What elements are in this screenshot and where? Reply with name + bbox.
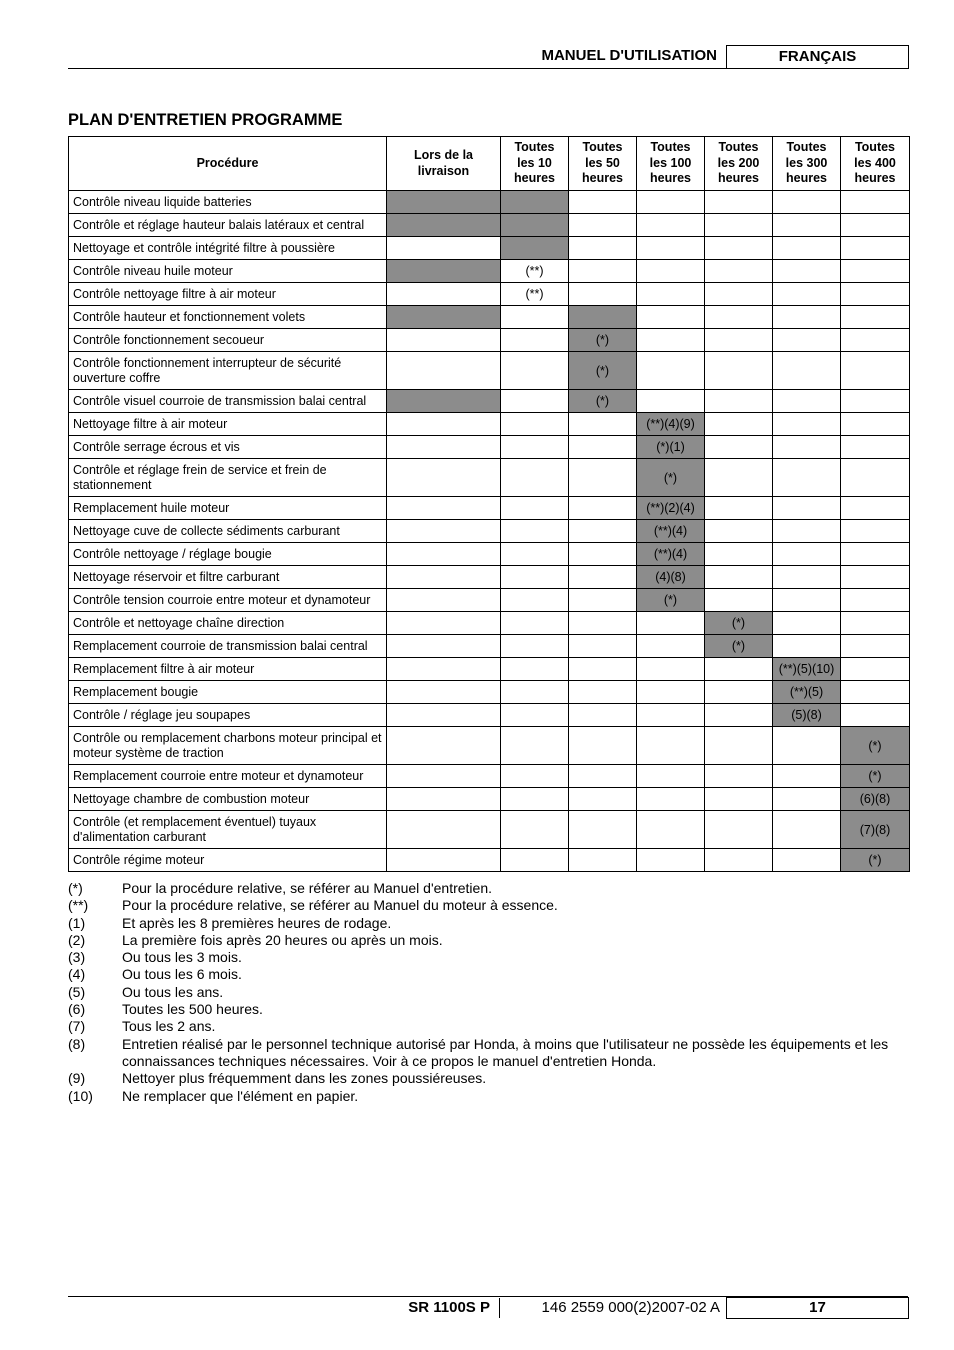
interval-cell	[501, 727, 569, 765]
interval-cell	[501, 704, 569, 727]
header-rule	[68, 68, 908, 69]
interval-cell	[387, 765, 501, 788]
interval-cell	[569, 520, 637, 543]
table-row	[69, 765, 910, 788]
interval-cell	[387, 283, 501, 306]
interval-cell: (**)(5)	[773, 681, 841, 704]
interval-cell: (6)(8)	[841, 788, 910, 811]
interval-cell	[773, 459, 841, 497]
procedure-cell: Contrôle et réglage frein de service et frein de stationnement	[69, 459, 387, 497]
interval-cell	[387, 436, 501, 459]
interval-cell	[637, 283, 705, 306]
procedure-cell: Contrôle visuel courroie de transmission balai central	[69, 390, 387, 413]
footer-separator	[499, 1298, 500, 1318]
table-row	[69, 459, 910, 497]
interval-cell	[501, 329, 569, 352]
interval-cell	[501, 306, 569, 329]
interval-cell	[705, 849, 773, 872]
interval-cell	[705, 260, 773, 283]
interval-cell	[501, 765, 569, 788]
procedure-cell: Contrôle fonctionnement interrupteur de sécurité ouverture coffre	[69, 352, 387, 390]
interval-cell	[387, 566, 501, 589]
interval-cell: (*)	[637, 589, 705, 612]
interval-cell	[841, 283, 910, 306]
procedure-cell: Contrôle fonctionnement secoueur	[69, 329, 387, 352]
footnote-key: (3)	[68, 949, 86, 966]
interval-cell: (*)	[841, 849, 910, 872]
interval-cell	[387, 849, 501, 872]
procedure-cell: Contrôle régime moteur	[69, 849, 387, 872]
footnote-text: Ou tous les 6 mois.	[122, 966, 242, 983]
footnote-key: (1)	[68, 914, 86, 931]
interval-cell	[569, 283, 637, 306]
footer-document-code: 146 2559 000(2)2007-02 A	[541, 1299, 720, 1316]
footnote-text: Et après les 8 premières heures de rodage.	[122, 914, 392, 931]
interval-cell	[841, 543, 910, 566]
interval-cell	[569, 436, 637, 459]
interval-cell	[569, 681, 637, 704]
table-row	[69, 283, 910, 306]
table-row	[69, 566, 910, 589]
interval-cell	[773, 237, 841, 260]
interval-cell	[841, 214, 910, 237]
interval-cell	[705, 589, 773, 612]
interval-cell	[637, 237, 705, 260]
interval-cell	[841, 658, 910, 681]
page-number: 17	[726, 1297, 909, 1319]
interval-cell	[501, 811, 569, 849]
procedure-cell: Contrôle hauteur et fonctionnement volets	[69, 306, 387, 329]
interval-cell	[773, 612, 841, 635]
interval-cell	[705, 543, 773, 566]
interval-cell	[773, 390, 841, 413]
interval-cell	[773, 413, 841, 436]
column-header-interval-3: Toutes les 50 heures	[569, 137, 637, 191]
interval-cell: (**)(4)(9)	[637, 413, 705, 436]
interval-cell	[773, 520, 841, 543]
table-row	[69, 681, 910, 704]
interval-cell	[569, 727, 637, 765]
interval-cell: (**)(5)(10)	[773, 658, 841, 681]
interval-cell	[841, 612, 910, 635]
column-header-interval-7: Toutes les 400 heures	[841, 137, 910, 191]
table-row	[69, 849, 910, 872]
interval-cell: (*)	[705, 635, 773, 658]
footnote-item	[68, 932, 908, 949]
footnotes	[68, 880, 908, 1105]
footnote-key: (9)	[68, 1070, 86, 1087]
procedure-cell: Contrôle et réglage hauteur balais latéraux et central	[69, 214, 387, 237]
procedure-cell: Remplacement filtre à air moteur	[69, 658, 387, 681]
interval-cell	[569, 413, 637, 436]
interval-cell	[841, 589, 910, 612]
interval-cell	[637, 765, 705, 788]
interval-cell	[705, 520, 773, 543]
procedure-cell: Contrôle niveau liquide batteries	[69, 191, 387, 214]
table-row	[69, 811, 910, 849]
interval-cell	[501, 612, 569, 635]
interval-cell	[501, 390, 569, 413]
interval-cell	[569, 459, 637, 497]
interval-cell	[569, 566, 637, 589]
interval-cell	[569, 765, 637, 788]
interval-cell	[387, 811, 501, 849]
interval-cell	[569, 237, 637, 260]
interval-cell	[387, 260, 501, 283]
interval-cell	[705, 352, 773, 390]
interval-cell	[387, 390, 501, 413]
interval-cell: (*)	[569, 390, 637, 413]
procedure-cell: Nettoyage réservoir et filtre carburant	[69, 566, 387, 589]
interval-cell	[705, 306, 773, 329]
interval-cell	[705, 214, 773, 237]
footnote-key: (2)	[68, 931, 86, 948]
interval-cell	[501, 352, 569, 390]
procedure-cell: Remplacement huile moteur	[69, 497, 387, 520]
table-row	[69, 612, 910, 635]
interval-cell	[773, 635, 841, 658]
procedure-cell: Contrôle et nettoyage chaîne direction	[69, 612, 387, 635]
column-header-interval-6: Toutes les 300 heures	[773, 137, 841, 191]
interval-cell	[773, 811, 841, 849]
table-row	[69, 214, 910, 237]
procedure-cell: Remplacement bougie	[69, 681, 387, 704]
manual-title: MANUEL D'UTILISATION	[541, 47, 717, 64]
footnote-item	[68, 984, 908, 1001]
table-row	[69, 589, 910, 612]
procedure-cell: Nettoyage et contrôle intégrité filtre à poussière	[69, 237, 387, 260]
footnote-text: Ou tous les ans.	[122, 983, 224, 1000]
interval-cell	[841, 306, 910, 329]
interval-cell	[501, 788, 569, 811]
footnote-key: (**)	[68, 897, 89, 914]
interval-cell	[501, 191, 569, 214]
column-header-interval-1: Lors de la livraison	[387, 137, 501, 191]
footnote-text: Nettoyer plus fréquemment dans les zones poussiéreuses.	[122, 1070, 487, 1087]
interval-cell	[387, 413, 501, 436]
table-header-row	[69, 137, 910, 191]
interval-cell	[705, 283, 773, 306]
interval-cell	[501, 436, 569, 459]
interval-cell	[705, 329, 773, 352]
interval-cell	[773, 497, 841, 520]
procedure-cell: Remplacement courroie de transmission balai central	[69, 635, 387, 658]
interval-cell	[705, 436, 773, 459]
interval-cell	[387, 681, 501, 704]
interval-cell	[387, 459, 501, 497]
interval-cell	[637, 260, 705, 283]
interval-cell: (*)	[569, 329, 637, 352]
procedure-cell: Contrôle / réglage jeu soupapes	[69, 704, 387, 727]
interval-cell	[637, 849, 705, 872]
section-title: PLAN D'ENTRETIEN PROGRAMME	[68, 111, 343, 129]
interval-cell	[387, 612, 501, 635]
footnote-item	[68, 1036, 908, 1071]
interval-cell: (*)	[705, 612, 773, 635]
table-row	[69, 260, 910, 283]
interval-cell	[841, 191, 910, 214]
interval-cell: (**)(2)(4)	[637, 497, 705, 520]
footnote-text: Entretien réalisé par le personnel technique autorisé par Honda, à moins que l'utilisateur ne possède les équipements et les connaissances techniques nécessaires. Voir à ce propos le manuel d'entretien Honda.	[122, 1035, 889, 1069]
interval-cell	[387, 543, 501, 566]
procedure-cell: Contrôle serrage écrous et vis	[69, 436, 387, 459]
interval-cell	[569, 214, 637, 237]
procedure-cell: Contrôle niveau huile moteur	[69, 260, 387, 283]
footnote-key: (*)	[68, 880, 83, 896]
interval-cell: (*)	[841, 727, 910, 765]
table-row	[69, 329, 910, 352]
interval-cell	[387, 306, 501, 329]
maintenance-schedule-table	[68, 136, 910, 872]
interval-cell	[501, 681, 569, 704]
interval-cell	[569, 589, 637, 612]
interval-cell	[841, 413, 910, 436]
footnote-item	[68, 1001, 908, 1018]
interval-cell	[387, 589, 501, 612]
interval-cell	[773, 283, 841, 306]
interval-cell	[637, 635, 705, 658]
interval-cell	[705, 658, 773, 681]
table-row	[69, 658, 910, 681]
procedure-cell: Remplacement courroie entre moteur et dynamoteur	[69, 765, 387, 788]
interval-cell	[637, 704, 705, 727]
interval-cell	[773, 589, 841, 612]
footnote-text: Toutes les 500 heures.	[122, 1001, 263, 1018]
footnote-text: La première fois après 20 heures ou après un mois.	[122, 931, 443, 948]
interval-cell	[637, 727, 705, 765]
interval-cell	[841, 635, 910, 658]
footnote-key: (10)	[68, 1087, 93, 1104]
interval-cell: (*)	[637, 459, 705, 497]
interval-cell	[637, 658, 705, 681]
interval-cell	[637, 352, 705, 390]
interval-cell	[773, 352, 841, 390]
interval-cell	[569, 704, 637, 727]
interval-cell	[773, 727, 841, 765]
interval-cell	[637, 329, 705, 352]
interval-cell	[501, 566, 569, 589]
interval-cell	[637, 811, 705, 849]
procedure-cell: Nettoyage chambre de combustion moteur	[69, 788, 387, 811]
interval-cell	[387, 352, 501, 390]
table-row	[69, 497, 910, 520]
procedure-cell: Contrôle (et remplacement éventuel) tuyaux d'alimentation carburant	[69, 811, 387, 849]
interval-cell	[773, 214, 841, 237]
column-header-interval-5: Toutes les 200 heures	[705, 137, 773, 191]
interval-cell	[773, 191, 841, 214]
footnote-text: Ou tous les 3 mois.	[122, 949, 242, 966]
interval-cell	[501, 237, 569, 260]
language-label: FRANÇAIS	[726, 45, 909, 69]
procedure-cell: Contrôle nettoyage filtre à air moteur	[69, 283, 387, 306]
interval-cell	[387, 635, 501, 658]
interval-cell	[705, 390, 773, 413]
interval-cell	[501, 658, 569, 681]
table-row	[69, 352, 910, 390]
interval-cell	[387, 704, 501, 727]
interval-cell	[841, 566, 910, 589]
column-header-interval-2: Toutes les 10 heures	[501, 137, 569, 191]
interval-cell	[705, 727, 773, 765]
footnote-item	[68, 949, 908, 966]
interval-cell: (**)	[501, 260, 569, 283]
interval-cell	[705, 237, 773, 260]
footnote-item	[68, 1088, 908, 1105]
interval-cell	[841, 329, 910, 352]
interval-cell	[387, 520, 501, 543]
interval-cell	[387, 214, 501, 237]
interval-cell	[705, 681, 773, 704]
footnote-item	[68, 1018, 908, 1035]
interval-cell	[637, 306, 705, 329]
interval-cell	[569, 543, 637, 566]
interval-cell: (5)(8)	[773, 704, 841, 727]
footnote-text: Pour la procédure relative, se référer au Manuel du moteur à essence.	[122, 897, 558, 914]
interval-cell	[637, 191, 705, 214]
interval-cell	[841, 260, 910, 283]
interval-cell	[705, 566, 773, 589]
interval-cell	[841, 459, 910, 497]
footnote-item	[68, 880, 908, 897]
interval-cell	[841, 520, 910, 543]
interval-cell	[637, 214, 705, 237]
interval-cell	[569, 658, 637, 681]
interval-cell	[773, 306, 841, 329]
interval-cell	[705, 811, 773, 849]
interval-cell: (4)(8)	[637, 566, 705, 589]
interval-cell	[705, 765, 773, 788]
table-row	[69, 413, 910, 436]
interval-cell	[637, 788, 705, 811]
table-row	[69, 704, 910, 727]
interval-cell	[387, 497, 501, 520]
interval-cell	[773, 765, 841, 788]
interval-cell	[387, 658, 501, 681]
footnote-item	[68, 966, 908, 983]
footnote-key: (5)	[68, 983, 86, 1000]
interval-cell: (*)(1)	[637, 436, 705, 459]
procedure-cell: Contrôle nettoyage / réglage bougie	[69, 543, 387, 566]
procedure-cell: Contrôle ou remplacement charbons moteur principal et moteur système de traction	[69, 727, 387, 765]
interval-cell	[569, 260, 637, 283]
interval-cell	[569, 788, 637, 811]
procedure-cell: Contrôle tension courroie entre moteur et dynamoteur	[69, 589, 387, 612]
interval-cell	[773, 788, 841, 811]
interval-cell	[773, 849, 841, 872]
table-row	[69, 727, 910, 765]
interval-cell	[501, 413, 569, 436]
interval-cell	[637, 390, 705, 413]
interval-cell	[705, 413, 773, 436]
table-row	[69, 520, 910, 543]
interval-cell	[841, 390, 910, 413]
interval-cell	[501, 543, 569, 566]
interval-cell	[705, 788, 773, 811]
interval-cell	[569, 635, 637, 658]
procedure-cell: Nettoyage filtre à air moteur	[69, 413, 387, 436]
footnote-item	[68, 1070, 908, 1087]
table-row	[69, 436, 910, 459]
footnote-key: (7)	[68, 1018, 86, 1035]
column-header-procedure: Procédure	[69, 137, 387, 191]
interval-cell	[841, 704, 910, 727]
footnote-key: (8)	[68, 1035, 86, 1052]
interval-cell	[773, 436, 841, 459]
footnote-item	[68, 897, 908, 914]
table-row	[69, 191, 910, 214]
interval-cell: (*)	[841, 765, 910, 788]
interval-cell	[569, 497, 637, 520]
footer-model: SR 1100S P	[408, 1299, 490, 1316]
interval-cell	[501, 849, 569, 872]
interval-cell	[501, 497, 569, 520]
interval-cell	[705, 459, 773, 497]
interval-cell	[569, 306, 637, 329]
interval-cell	[387, 237, 501, 260]
interval-cell	[387, 329, 501, 352]
interval-cell	[841, 237, 910, 260]
interval-cell: (*)	[569, 352, 637, 390]
footnote-item	[68, 915, 908, 932]
interval-cell	[387, 727, 501, 765]
interval-cell	[773, 260, 841, 283]
interval-cell	[387, 191, 501, 214]
interval-cell	[569, 849, 637, 872]
interval-cell	[501, 635, 569, 658]
interval-cell: (**)(4)	[637, 543, 705, 566]
interval-cell	[501, 520, 569, 543]
table-body	[69, 191, 910, 872]
table-row	[69, 237, 910, 260]
interval-cell	[705, 704, 773, 727]
interval-cell: (**)	[501, 283, 569, 306]
column-header-interval-4: Toutes les 100 heures	[637, 137, 705, 191]
table-row	[69, 306, 910, 329]
footnote-text: Tous les 2 ans.	[122, 1018, 216, 1035]
interval-cell	[569, 612, 637, 635]
footnote-text: Pour la procédure relative, se référer au Manuel d'entretien.	[122, 880, 492, 896]
interval-cell	[773, 543, 841, 566]
interval-cell	[569, 191, 637, 214]
table-row	[69, 788, 910, 811]
interval-cell	[705, 191, 773, 214]
interval-cell	[569, 811, 637, 849]
table-row	[69, 390, 910, 413]
interval-cell	[501, 459, 569, 497]
interval-cell	[637, 612, 705, 635]
footnote-text: Ne remplacer que l'élément en papier.	[122, 1087, 359, 1104]
interval-cell	[637, 681, 705, 704]
interval-cell	[841, 352, 910, 390]
table-row	[69, 635, 910, 658]
interval-cell	[773, 566, 841, 589]
interval-cell: (7)(8)	[841, 811, 910, 849]
interval-cell	[841, 497, 910, 520]
footnote-key: (6)	[68, 1001, 86, 1018]
footnote-key: (4)	[68, 966, 86, 983]
interval-cell	[705, 497, 773, 520]
interval-cell: (**)(4)	[637, 520, 705, 543]
interval-cell	[387, 788, 501, 811]
table-row	[69, 543, 910, 566]
interval-cell	[501, 214, 569, 237]
interval-cell	[773, 329, 841, 352]
interval-cell	[841, 681, 910, 704]
interval-cell	[841, 436, 910, 459]
procedure-cell: Nettoyage cuve de collecte sédiments carburant	[69, 520, 387, 543]
interval-cell	[501, 589, 569, 612]
